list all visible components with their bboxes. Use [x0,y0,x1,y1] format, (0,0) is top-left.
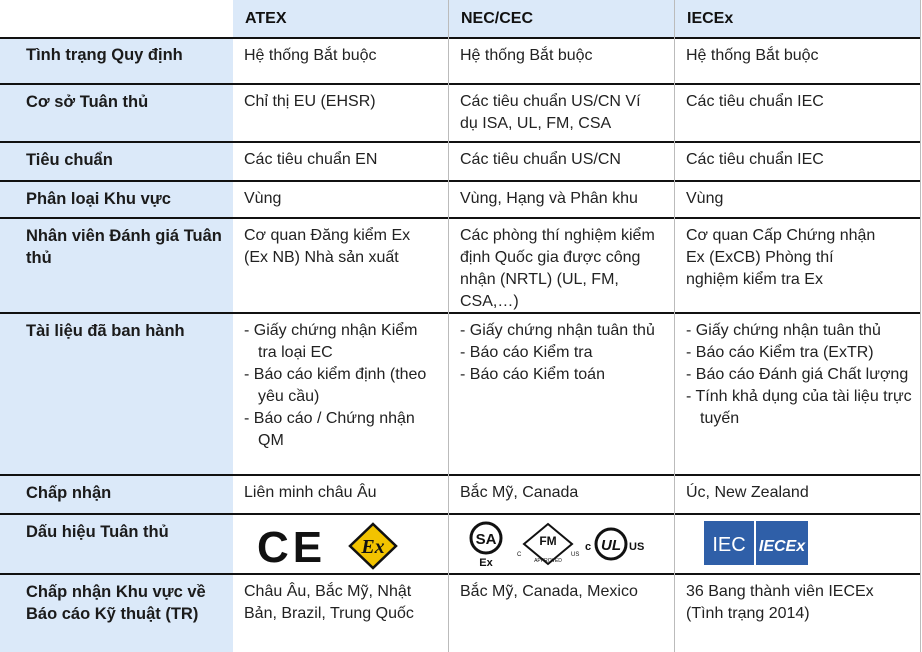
cell-atex-acceptance: Liên minh châu Âu [244,484,377,501]
cell-nec-compliance-assessor: Các phòng thí nghiệm kiểm định Quốc gia được công nhận (NRTL) (UL, FM, CSA,…) [460,227,655,310]
cell-iecex-acceptance: Úc, New Zealand [686,484,809,501]
cell-nec-compliance-basis: Các tiêu chuẩn US/CN Ví dụ ISA, UL, FM, CSA [460,93,641,132]
cell-atex-tr-acceptance: Châu Âu, Bắc Mỹ, Nhật Bản, Brazil, Trung Quốc [244,583,414,622]
svg-text:US: US [629,541,645,553]
cell-nec-acceptance: Bắc Mỹ, Canada [460,484,579,501]
row-label-regulatory-status: Tình trạng Quy định [0,38,233,83]
cell-atex-issued-documents [233,314,448,452]
cell-nec-standards: Các tiêu chuẩn US/CN [460,151,621,168]
list-item: - Báo cáo Đánh giá Chất lượng [686,364,912,386]
cell-iecex-compliance-basis: Các tiêu chuẩn IEC [686,93,824,110]
cell-atex-compliance-assessor: Cơ quan Đăng kiểm Ex (Ex NB) Nhà sản xuất [244,227,411,266]
cell-iecex-regulatory-status: Hệ thống Bắt buộc [686,47,819,64]
list-item: - Giấy chứng nhận tuân thủ [686,320,912,342]
row-label-compliance-marks: Dấu hiệu Tuân thủ [0,515,233,573]
cell-nec-area-classification: Vùng, Hạng và Phân khu [460,190,638,207]
row-label-compliance-assessor: Nhân viên Đánh giá Tuân thủ [0,219,233,312]
cell-iecex-tr-acceptance: 36 Bang thành viên IECEx (Tình trạng 2014) [686,583,874,622]
svg-text:IEC: IEC [712,534,746,556]
cell-iecex-standards: Các tiêu chuẩn IEC [686,151,824,168]
row-label-issued-documents: Tài liệu đã ban hành [0,314,233,474]
row-label-compliance-basis: Cơ sở Tuân thủ [0,85,233,141]
svg-text:APPROVED: APPROVED [534,558,562,564]
header-iecex: IECEx [687,9,734,27]
svg-text:c: c [585,541,592,553]
svg-text:UL: UL [601,537,621,554]
cell-atex-standards: Các tiêu chuẩn EN [244,151,378,168]
list-item: - Báo cáo Kiểm toán [460,364,666,386]
ex-hexagon-icon [350,524,396,568]
svg-text:US: US [571,552,580,558]
svg-text:FM: FM [539,534,557,548]
row-label-standards: Tiêu chuẩn [0,143,233,180]
svg-text:Ex: Ex [361,536,385,558]
cell-atex-area-classification: Vùng [244,190,282,207]
ce-mark-icon: CE [257,523,327,570]
list-item: - Giấy chứng nhận tuân thủ [460,320,666,342]
cell-iecex-issued-documents [675,314,920,430]
iecex-marks [704,521,808,565]
cell-nec-regulatory-status: Hệ thống Bắt buộc [460,47,593,64]
fm-approved-icon [517,524,579,564]
svg-text:C: C [517,552,522,558]
iec-iecex-logo [704,521,808,565]
list-item: - Tính khả dụng của tài liệu trực tuyến [686,386,912,430]
nec-marks [468,520,658,570]
csa-fm-ul-logos [468,520,658,570]
iec-logo-icon [704,521,754,565]
svg-text:SA: SA [475,531,497,548]
ce-ex-logo [255,522,405,570]
iecex-logo-icon [756,521,808,565]
cell-atex-compliance-basis: Chỉ thị EU (EHSR) [244,93,376,110]
list-item: - Báo cáo Kiểm tra (ExTR) [686,342,912,364]
list-item: - Giấy chứng nhận Kiểm tra loại EC [244,320,440,364]
cell-atex-regulatory-status: Hệ thống Bắt buộc [244,47,377,64]
row-label-acceptance: Chấp nhận [0,476,233,513]
list-item: - Báo cáo Kiểm tra [460,342,666,364]
ul-mark-icon [585,529,644,559]
atex-marks [255,522,405,570]
csa-mark-icon [471,523,501,569]
svg-text:Ex: Ex [479,557,493,569]
header-nec-cec: NEC/CEC [461,9,534,27]
cell-nec-tr-acceptance: Bắc Mỹ, Canada, Mexico [460,583,638,600]
svg-text:IECEx: IECEx [758,538,806,555]
list-item: - Báo cáo / Chứng nhận QM [244,408,440,452]
row-label-tr-acceptance: Chấp nhận Khu vực về Báo cáo Kỹ thuật (TR) [0,575,233,652]
cell-iecex-compliance-assessor: Cơ quan Cấp Chứng nhận Ex (ExCB) Phòng thí nghiệm kiểm tra Ex [686,227,876,288]
cell-nec-issued-documents [449,314,674,386]
row-label-area-classification: Phân loại Khu vực [0,182,233,217]
header-atex: ATEX [245,9,287,27]
row-divider [0,513,921,515]
cell-iecex-area-classification: Vùng [686,190,724,207]
list-item: - Báo cáo kiểm định (theo yêu cầu) [244,364,440,408]
column-divider [920,0,921,652]
